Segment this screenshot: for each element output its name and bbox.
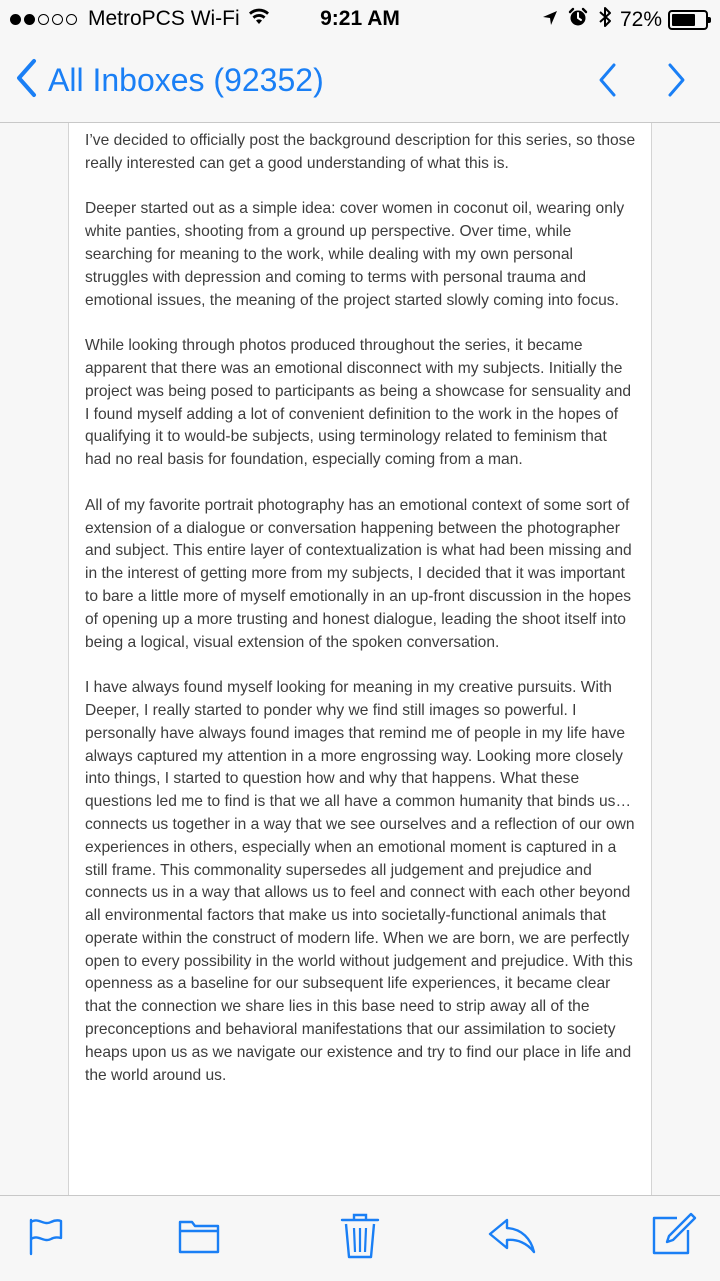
- back-button-label: All Inboxes (92352): [48, 62, 324, 98]
- move-to-folder-button[interactable]: [177, 1216, 221, 1261]
- message-paragraph: I have always found myself looking for meaning in my creative pursuits. With Deeper, I really started to ponder why we find still images so powerful. I personally have always found images that remind me of people in my life have always captured my attention in a more engrossing way. Looking more closely into things, I started to question how and why that happens. What these questions led me to find is that we all have a common humanity that binds us… connects us together in a way that we see ourselves and a reflection of our own experiences in others, especially when an emotional moment is captured in a still frame. This commonality supersedes all judgement and prejudice and connects us in a way that allows us to feel and connect with each other beyond all environmental factors that make us into societally-functional animals that operate within the construct of modern life. When we are born, we are perfectly open to every possibility in the world without judgement and prejudice. With this openness as a baseline for our subsequent life experiences, it became clear that the connection we share lies in this base need to strip away all of the preconceptions and behavioral manifestations that our assimilation to society heaps upon us as we navigate our existence and try to find our place in life and the world around us.: [85, 679, 635, 1084]
- message-paragraph: While looking through photos produced throughout the series, it became apparent that there was an emotional disconnect with my subjects. Initially the project was being posed to participants as being a showcase for sensuality and I found myself adding a lot of convenient definition to the work in the hopes of qualifying it to would-be subjects, using terminology related to feminism that had no real basis for foundation, especially coming from a man.: [85, 337, 632, 469]
- bottom-toolbar: [0, 1195, 720, 1281]
- compose-button[interactable]: [651, 1212, 697, 1261]
- status-bar: [0, 0, 720, 40]
- battery-percent: 72%: [619, 8, 662, 31]
- back-to-inboxes-button[interactable]: [14, 58, 324, 103]
- message-card: [68, 123, 652, 1195]
- bluetooth-icon: [588, 6, 612, 34]
- delete-button[interactable]: [340, 1212, 380, 1265]
- chevron-down-icon: [666, 62, 688, 98]
- chevron-left-icon: [14, 58, 38, 103]
- navigation-bar: [0, 40, 720, 123]
- flag-button[interactable]: [26, 1216, 66, 1261]
- previous-message-button[interactable]: [596, 62, 618, 103]
- chevron-up-icon: [596, 62, 618, 98]
- message-paragraph: All of my favorite portrait photography has an emotional context of some sort of extension of a dialogue or conversation happening between the photographer and subject. This entire layer of contextualization is what had been missing and in the interest of getting more from my subjects, I decided that it was important to bare a little more of myself emotionally in an up-front discussion in the hopes of opening up a more trusting and honest dialogue, leading the shoot itself into being a logical, visual extension of the spoken conversation.: [85, 496, 632, 651]
- flag-icon: [26, 1216, 66, 1256]
- message-paragraph: I’ve decided to officially post the background description for this series, so those really interested can get a good understanding of what this is.: [85, 132, 636, 172]
- battery-icon: [668, 10, 708, 30]
- folder-icon: [177, 1216, 221, 1256]
- clock: 9:21 AM: [320, 7, 400, 30]
- message-scroll-area[interactable]: [0, 123, 720, 1195]
- next-message-button[interactable]: [666, 62, 688, 103]
- carrier-name: MetroPCS Wi-Fi: [88, 7, 240, 30]
- alarm-icon: [558, 7, 588, 33]
- trash-icon: [340, 1212, 380, 1260]
- location-arrow-icon: [532, 8, 558, 32]
- message-paragraph: Deeper started out as a simple idea: cover women in coconut oil, wearing only white panties, shooting from a ground up perspective. Over time, while searching for meaning to the work, while dealing with my own personal struggles with depression and coming to terms with personal trauma and emotional issues, the meaning of the project started slowly coming into focus.: [85, 200, 625, 309]
- compose-icon: [651, 1212, 697, 1256]
- reply-icon: [487, 1216, 537, 1256]
- reply-button[interactable]: [487, 1216, 537, 1261]
- message-body: [69, 123, 651, 1087]
